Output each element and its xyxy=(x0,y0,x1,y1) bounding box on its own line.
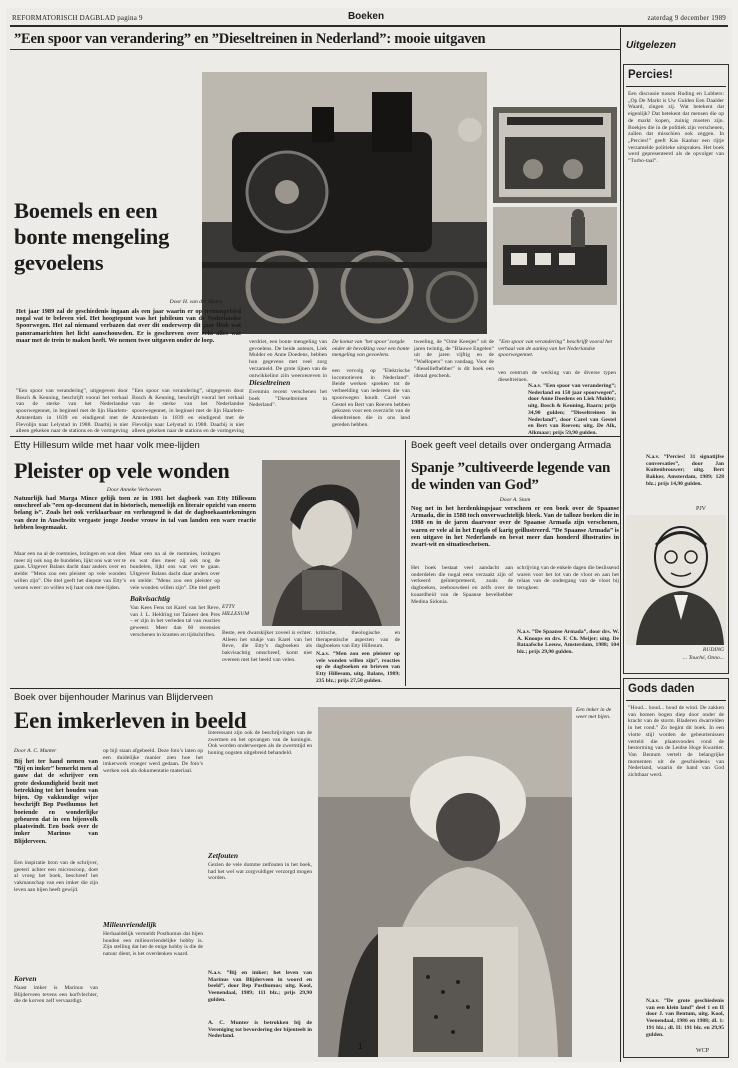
diesel-cover-illustration xyxy=(493,207,617,305)
article3-info: N.a.v. ”De Spaanse Armada”, door drs. W. A. Knoops en drs. F. Ch. Meijer; uitg. De Bataafsche Leeuw, Amsterdam, 1988; 104 blz.; prijs 29,90 gulden. xyxy=(517,629,619,656)
sidebar2-body: ”Houd... houd... houd de wind. De zakken van bomen bogen diep door onder de kracht van de storm. Bladeren dwarrelden in het rond.” Zo begint dit boek. In een vlotte stijl worden de gebeurtenissen verteld die plaatsvonden rond de bestorming van de Leidse Hoge Kwartier. Van Bentum vertelt de belangrijke momenten uit de geschiedenis van Nederland, waarin de hand van God zichtbaar werd. xyxy=(628,705,724,779)
article4-title: Een imkerleven in beeld xyxy=(14,708,247,733)
article1-col5: ven centrum de werking van de diverse typen dieseltreinen. xyxy=(498,370,616,382)
article4-subhead3: Zetfouten xyxy=(208,851,238,860)
sidebar1-info: N.a.v. ”Percies! 31 signatijfse conversaties”, door Jan Kuitenbrouwer; uitg. Bert Bakker, Amsterdam, 1989; 128 blz.; prijs 14,90 gulden. xyxy=(646,454,724,487)
top-headline-rule xyxy=(10,49,620,50)
article1-title: Boemels en een bonte mengeling gevoelens xyxy=(14,198,170,275)
article2-body4: kritische, theologische en therapeutische aspecten van de dagboeken van Etty Hillesum. xyxy=(316,630,400,650)
paper-name: REFORMATORISCH DAGBLAD pagina 9 xyxy=(12,14,143,22)
section-title: Boeken xyxy=(347,11,385,22)
portrait-illustration xyxy=(262,460,400,626)
section-rule-2 xyxy=(10,688,620,689)
article4-lead: Bij het ter hand nemen van ”Bij en imker” bemerkt men al gauw dat de schrijver een grote deskundigheid bezit met betrekking tot het houden van bijen. Op vakkundige wijze beschrijft Bep Posthumus het boeiende en wonderlijke gebeuren dat in een bijenvolk plaatsvindt. Een boek over de imker Marinus van Blijderveen. xyxy=(14,758,98,845)
sidebar1-initials: PJV xyxy=(696,506,707,512)
book-cover-illustration xyxy=(493,107,617,203)
article4-col2: op bijl staan afgebeeld. Deze foto’s laten op een duidelijke manier zien hoe het imkerwerk vroeger werd gedaan. De foto’s werken ook als dokumentatie materiaal. xyxy=(103,748,203,775)
article4-body2: Naast imker is Marinus van Blijderveen tevens een korfvlechter, die de korven zelf vervaardigt. xyxy=(14,985,98,1005)
page-marker: 1 xyxy=(358,1042,363,1051)
newspaper-page xyxy=(6,8,732,1062)
article1-subhead: Dieseltreinen xyxy=(249,378,291,387)
article1-col2: verdriet, een bonte mengeling van gevoelens. De beide auteurs, Liek Mulder en Anne Doedens, hebben hun gegevens met veel zorg verzameld. De grote lijnen van de ontwikkeling zijn weergegeven in xyxy=(249,339,327,377)
article1-col2b: Evenmin recent verschenen het boek ”Dieseltreinen in Nederland”. xyxy=(249,389,327,409)
article1-col4: tweeling, de ”Ome Keesjes” uit de jaren twintig, de ”Blauwe Engelen” uit de jaren vijftig en de ”Wadlopers” van vandaag. Voor de ”dieselliefhebber” is dit boek een ideaal geschenk. xyxy=(414,339,494,379)
article1-info: N.a.v. ”Een spoor van verandering”; Nederland en 150 jaar spoorwegen”, door Anne Doedens en Liek Mulder; uitg. Bosch & Keuning, Baarn; prijs 34,90 gulden; ”Dieseltreinen in Nederland”, door Carel van Gestel en Bert van Reeven; uitg. De Alk, Alkmaar; prijs 59,90 gulden. xyxy=(528,383,616,435)
article1-byline: Door H. van der Maten xyxy=(169,299,223,305)
article1-col1b: ”Een spoor van verandering”, uitgegeven door Bosch & Keuning, beschrijft vooral het verhaal van de sterke van het Nederlandse spoorwegennet, in beginsel met de lijn Haarlem-Amsterdam in 1839 en eindigend met de Flevolijn naar Lelystad in 1988. Daarbij is niet alleen gekeken naar de stations en de vormgeving xyxy=(132,388,244,434)
article2-kicker: Etty Hillesum wilde met haar volk mee-lijden xyxy=(14,440,200,451)
locomotive-photo xyxy=(202,72,487,334)
article3-body: Het boek bestaat veel aandacht aan onderdelen die nogal eens verzaakt zijn of verkeerd geïnterpreteerd, zoals de dagboeken, zeebouwdeel en zelfs over de koaardheid van de Spaanse bevelhebber Medina Sidonia. xyxy=(411,565,513,605)
article2-lead: Natuurlijk had Marga Mince gelijk toen ze in 1981 het dagboek van Etty Hillesum omschreef als ”een op-document dat in historisch, menselijk en literair opzicht van enorm belang is”. Zoals het ook verklaarbaar en verheugend is dat de dagboekaantekeningen van deze in Auschwitz vergaste jonge Joodse vrouw in tal van landen een ware reactie hebben losgemaakt. xyxy=(14,495,256,531)
cartoon-illustration xyxy=(626,515,726,645)
article4-info2: A. C. Munter is betrokken bij de Vereniging tot bevordering der bijenteelt in Nederland. xyxy=(208,1020,312,1040)
article4-body: Een inspiratie bron van de schrijver, geeteri achter een microscoop, doet al vroeg het boek, beschreef het vakmanschap van een imker die zijn leven aan bijen heeft gewijd. xyxy=(14,860,98,893)
sidebar-brand: Uitgelezen xyxy=(626,40,677,51)
article3-kicker: Boek geeft veel details over ondergang Armada xyxy=(411,440,612,451)
sidebar2-rule xyxy=(626,700,726,701)
article2-body3: Beste, een dwarskijker zoveel is echter. Alleen het stukje van Karel van het Reve, die Etty’s dagboeken als bakvisachtig omschreef, komt niet overeen met het beeld van velen. xyxy=(222,630,312,663)
header-rule xyxy=(10,25,728,27)
article3-title: Spanje ”cultiveerde legende van de winden van God” xyxy=(411,460,611,493)
article1-col3: een vervolg op ”Elektrische locomotieven in Nederland”. Beide werken spreken tot de verbeelding van iedereen die van spoorwegen houdt. Carel van Gestel en Bert van Reeven hebben gekozen voor een overzicht van de dieseltreinen die in ons land gereden hebben. xyxy=(332,368,410,428)
article4-byline: Door A. C. Munter xyxy=(14,748,57,754)
cartoon-caption-quote: ... Touché, Onno... xyxy=(683,655,724,661)
article2-body: Maar een na al de roemnies, lezingen en wat dies meer zij ook nog de bundelen, lijkt ons wat ver te gaan. Uitgever Balans dacht daar anders over en stelde: ”Mens zou een pleister op vele wonden willen zijn”. Die titel geeft het diepste van Etty’s wezen weer: zo willen wij haar ook mee-lijden. xyxy=(14,551,126,591)
article2-body-b: Maar een na al de roemnies, lezingen en wat dies meer zij ook nog de bundelen, lijkt ons wat ver te gaan. Uitgever Balans dacht daar anders over en stelde: ”Mens zou een pleister op vele wonden willen zijn”. Die titel geeft xyxy=(130,551,220,591)
top-headline: ”Een spoor van verandering” en ”Dieseltreinen in Nederland”: mooie uitgaven xyxy=(14,31,486,47)
article4-col3: Interessant zijn ook de beschrijvingen van de zwermen en het opvangen van de koningin. Ook worden onderwerpen als de zwermtijd en honing oogsten uitgebreid behandeld. xyxy=(208,730,312,757)
ruding-cartoon xyxy=(626,515,726,645)
article4-col3b: Gezien de vele domme zetfouten in het boek, had het wel wat zorgvuldiger verzorgd mogen worden. xyxy=(208,862,312,882)
beekeeper-photo xyxy=(318,707,572,1057)
article2-title: Pleister op vele wonden xyxy=(14,458,230,483)
book-cover-spoor xyxy=(493,107,617,203)
article3-byline: Door A. Stam xyxy=(499,497,531,503)
article2-byline: Door Anneke Verhoeven xyxy=(106,487,162,493)
article1-photo-caption: De komst van ’het spoor’ zorgde onder de bevolking voor een bonte mengeling van gevoelens. xyxy=(332,339,410,359)
locomotive-illustration xyxy=(202,72,487,334)
article4-subhead2: Milieuvriendelijk xyxy=(103,920,157,929)
article4-subhead: Korven xyxy=(14,974,37,983)
beekeeper-illustration xyxy=(318,707,572,1057)
article2-body2: Van Kees Fens tot Karel van het Reve, van J. L. Heldring tot Taineer den Pres – er zijn in het verleden tal van reacties geweest. Meer dan 60 recensies verschenen in kranten en tijdschriften. xyxy=(130,605,220,638)
sidebar-divider xyxy=(620,28,621,1062)
sidebar1-title: Percies! xyxy=(628,69,673,81)
article2-info: N.a.v. ”Men zou een pleister op vele wonden willen zijn”, reacties op de dagboeken en brieven van Etty Hillesum, uitg. Balans, 1989; 235 blz.; prijs 27,50 gulden. xyxy=(316,651,400,684)
section-rule-1 xyxy=(10,436,620,437)
etty-hillesum-photo xyxy=(262,460,400,626)
article4-col2b: Herhaaldelijk vermeldt Posthumus dat bijen houden een milieuvriendelijke hobby is. Zijn stelling dat het de enige hobby is die de natuur dient, is het overdenken waard. xyxy=(103,931,203,958)
article4-info: N.a.v. ”Bij en imker; het leven van Marinus van Blijderveen in woord en beeld”, door Bep Posthumus; uitg. Kool, Veenendaal, 1989; 111 blz.; prijs 29,90 gulden. xyxy=(208,970,312,1003)
sidebar1-rule xyxy=(626,86,726,87)
article3-body2: schrijving van de enkele dagen die beslissend waren voor het lot van de vloot en aan het relaas van de ondergang van de vloot bij terugkeer. xyxy=(517,565,619,592)
sidebar1-body: Een discussie tussen Ruding en Lubbers: „Op De Markt is Uw Gulden Een Daalder Waard, zingen zij. Wat betekent dat eigenlijk? Dat betekent dat mensen die op de markt kopen, zuinig moeten zijn. Boekjes die in de politiek zijn verschenen, zullen dat misschien ook zeggen. In „Percies!” geeft Kas Kanhar een rijtje verzamelde politieke uitspraken. Het boek werd gepresenteerd als de opvolger van ”Turbo-taal”. xyxy=(628,91,724,165)
date: zaterdag 9 december 1989 xyxy=(647,14,726,22)
article3-lead: Nog net in het herdenkingsjaar verscheen er een boek over de Spaanse Armada, die in 1588 toch onverwachtelijk bleek. Van de talloze boeken die in 1988 en in de jaren daarvoor over de Spaanse Armada zijn verschenen, waren er vele al in het Engels of karig geillustreerd. ”De Spaanse Armada” is een uitgave in het Nederlands en bevat meer dan honderd illustraties in zwart-wit en situatieschetsen. xyxy=(411,505,619,549)
article1-lead: Het jaar 1989 zal de geschiedenis ingaan als een jaar waarin er op treinengebied nogal wat te beleven viel. Het hoogtepunt was het jubileum van de Nederlandse Spoorwegen. Het zal niemand verbazen dat over dit onderwerp dit jaar flink wat panoramarichten het licht aanschouwden. Er is geschreven over echt alles wat maar met de trein te maken heeft. We nemen twee uitgaven onder de loep. xyxy=(16,308,241,344)
article4-kicker: Boek over bijenhouder Marinus van Blijderveen xyxy=(14,692,214,703)
sidebar2-title: Gods daden xyxy=(628,683,695,695)
article1-col1: ”Een spoor van verandering”, uitgegeven door Bosch & Keuning, beschrijft vooral het verhaal van de sterke van het Nederlandse spoorwegennet, in beginsel met de lijn Haarlem-Amsterdam in 1839 en eindigend met de Flevolijn naar Lelystad in 1988. Daarbij is niet alleen gekeken naar de stations en de vormgeving xyxy=(16,388,128,434)
article4-photo-caption: Een imker in de weer met bijen. xyxy=(576,707,612,720)
cartoon-caption-name: RUDING xyxy=(702,647,724,653)
sidebar2-info: N.a.v. ”De grote geschiedenis van een klein land” deel 1 en II door J. van Bentum, uitg. Kool, Veenendaal, 1986 en 1988; dl. 1: 191 blz.; dl. II: 191 blz. en 29,95 gulden. xyxy=(646,998,724,1038)
sidebar2-initials: WCP xyxy=(696,1048,710,1054)
article2-photo-caption: ETTY HILLESUM xyxy=(222,604,250,617)
article2-subhead: Bakvisachtig xyxy=(130,594,171,603)
article-divider xyxy=(405,440,406,686)
book-cover-diesel xyxy=(493,207,617,305)
article1-small-caption: ”Een spoor van verandering” beschrijft vooral het verhaal van de aanleg van het Nederlandse spoorwegennet. xyxy=(498,339,613,359)
